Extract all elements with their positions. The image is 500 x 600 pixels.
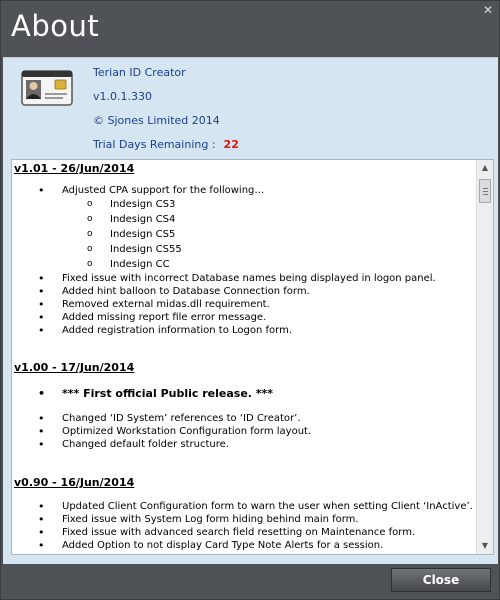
note-item: • Fixed issue with advanced search field resetting on Maintenance form. xyxy=(14,526,472,539)
version-notes-list xyxy=(14,184,472,197)
close-button[interactable]: Close xyxy=(391,568,491,592)
app-version: v1.0.1.330 xyxy=(93,90,152,103)
window-title: About xyxy=(11,9,100,43)
sub-note-item: o Indesign CS5 xyxy=(14,227,472,242)
scroll-up-icon[interactable]: ▲ xyxy=(481,163,489,172)
note-item: • Changed ‘ID System’ references to ‘ID Creator’. xyxy=(14,412,472,425)
sub-note-item: o Indesign CS3 xyxy=(14,197,472,212)
sub-note-item: o Indesign CC xyxy=(14,257,472,272)
version-heading: v1.00 - 17/Jun/2014 xyxy=(14,361,135,374)
note-item: • Optimized Workstation Configuration form layout. xyxy=(14,425,472,438)
copyright: © Sjones Limited 2014 xyxy=(93,114,220,127)
release-notes-content xyxy=(14,160,472,552)
close-window-icon[interactable]: ✕ xyxy=(482,3,494,17)
release-notes-box[interactable] xyxy=(11,159,494,555)
trial-days xyxy=(93,138,239,151)
app-name: Terian ID Creator xyxy=(93,66,186,79)
version-notes-list xyxy=(14,387,472,400)
version-heading: v1.01 - 26/Jun/2014 xyxy=(14,162,135,175)
note-item: • Updated Client Configuration form to warn the user when setting Client ‘InActive’. xyxy=(14,500,472,513)
version-notes-list xyxy=(14,500,472,552)
grip-line xyxy=(483,194,488,195)
grip-line xyxy=(483,188,488,189)
release-highlight: • *** First official Public release. *** xyxy=(14,387,472,400)
scroll-down-icon[interactable]: ▼ xyxy=(481,541,489,550)
note-item: • Changed default folder structure. xyxy=(14,438,472,451)
note-item: • Removed external midas.dll requirement. xyxy=(14,298,472,311)
version-notes-list xyxy=(14,412,472,451)
about-panel xyxy=(3,57,498,564)
vertical-scrollbar[interactable] xyxy=(476,160,493,554)
note-item: • Fixed issue with incorrect Database names being displayed in logon panel. xyxy=(14,272,472,285)
grip-line xyxy=(483,191,488,192)
version-heading: v0.90 - 16/Jun/2014 xyxy=(14,476,135,489)
note-item: • Adjusted CPA support for the following… xyxy=(14,184,472,197)
sub-note-item: o Indesign CS55 xyxy=(14,242,472,257)
sub-notes-list xyxy=(14,197,472,272)
id-card-icon xyxy=(21,70,73,106)
note-item: • Fixed issue with System Log form hiding behind main form. xyxy=(14,513,472,526)
scroll-thumb[interactable] xyxy=(479,179,491,203)
note-item: • Added hint balloon to Database Connection form. xyxy=(14,285,472,298)
sub-note-item: o Indesign CS4 xyxy=(14,212,472,227)
note-item: • Added missing report file error message. xyxy=(14,311,472,324)
trial-days-value: 22 xyxy=(223,138,239,151)
note-item: • Added registration information to Logon form. xyxy=(14,324,472,337)
note-item: • Added Option to not display Card Type Note Alerts for a session. xyxy=(14,539,472,552)
version-notes-list xyxy=(14,272,472,337)
trial-label: Trial Days Remaining : xyxy=(93,138,216,151)
